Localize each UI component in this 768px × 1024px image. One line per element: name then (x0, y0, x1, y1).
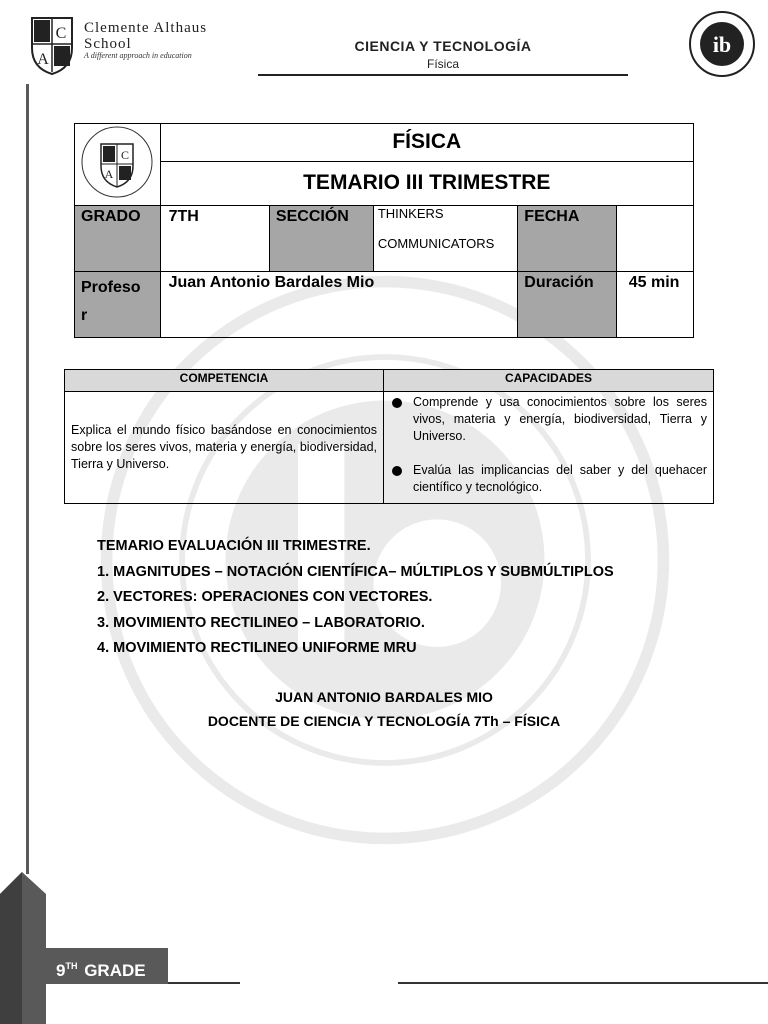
signature-role: DOCENTE DE CIENCIA Y TECNOLOGÍA 7Th – FÍSICA (207, 713, 561, 729)
temario-item: 4. MOVIMIENTO RECTILINEO UNIFORME MRU (97, 640, 417, 656)
page-subtitle: Física (426, 57, 459, 71)
school-seal-logo (79, 124, 155, 200)
grade-value: 7TH (160, 206, 269, 272)
temario-item: 1. MAGNITUDES – NOTACIÓN CIENTÍFICA– MÚLTIPLOS Y SUBMÚLTIPLOS (97, 563, 614, 580)
competency-text: Explica el mundo físico basándose en conocimientos sobre los seres vivos, materia y energía, biodiversidad, Tierra y Universo. (65, 392, 384, 504)
svg-text:ib: ib (712, 32, 732, 57)
capacity-text: Comprende y usa conocimientos sobre los seres vivos, materia y energía, biodiversidad, Tierra y Universo. (413, 395, 707, 443)
svg-text:C: C (55, 25, 67, 42)
section-label: SECCIÓN (269, 206, 373, 272)
capacity-item (392, 462, 707, 496)
duration-label: Duración (518, 272, 616, 338)
page-title: CIENCIA Y TECNOLOGÍA (354, 38, 532, 54)
school-name-line2: School (84, 36, 132, 52)
section-communicators: COMMUNICATORS (377, 236, 495, 251)
ib-logo (688, 10, 756, 78)
grade-suffix: TH (65, 961, 78, 971)
subject-title: FÍSICA (160, 124, 693, 162)
temario-item: 3. MOVIMIENTO RECTILINEO – LABORATORIO. (97, 614, 425, 631)
section-values (373, 206, 517, 272)
grade-word: GRADE (84, 961, 146, 980)
topic-title: TEMARIO III TRIMESTRE (160, 161, 693, 205)
grade-number: 9 (56, 961, 66, 980)
footer-rule-right (398, 982, 768, 984)
school-name (84, 20, 207, 52)
teacher-value: Juan Antonio Bardales Mio (160, 272, 518, 338)
bullet-icon (392, 398, 402, 408)
date-value (616, 206, 693, 272)
capacity-item (392, 394, 707, 445)
capacities-list (384, 392, 714, 504)
corner-decoration (0, 872, 46, 1024)
capacity-text: Evalúa las implicancias del saber y del quehacer científico y tecnológico. (413, 463, 707, 494)
footer-rule-left (168, 982, 240, 984)
temario-item: 2. VECTORES: OPERACIONES CON VECTORES. (97, 589, 433, 605)
capacities-header: CAPACIDADES (384, 370, 714, 392)
section-thinkers: THINKERS (377, 206, 444, 221)
header-underline (258, 74, 628, 76)
info-table (74, 123, 694, 338)
grade-label: GRADO (75, 206, 161, 272)
svg-text:A: A (104, 167, 114, 181)
school-crest-logo (28, 14, 76, 76)
svg-text:A: A (37, 51, 49, 68)
signature-name: JUAN ANTONIO BARDALES MIO (275, 689, 493, 705)
teacher-label-line2: r (81, 307, 88, 324)
competency-table (64, 369, 714, 504)
competency-header: COMPETENCIA (65, 370, 384, 392)
school-logo-cell (75, 124, 161, 206)
school-tagline: A different approach in education (84, 51, 192, 60)
temario-heading: TEMARIO EVALUACIÓN III TRIMESTRE. (97, 538, 371, 554)
left-margin-rule (26, 84, 29, 874)
school-name-line1: Clemente Althaus (84, 20, 208, 36)
signature-block (0, 685, 768, 733)
bullet-icon (392, 466, 402, 476)
teacher-label-line1: Profeso (81, 279, 141, 296)
grade-badge (46, 948, 168, 984)
teacher-label (75, 272, 161, 338)
date-label: FECHA (518, 206, 616, 272)
duration-value: 45 min (616, 272, 693, 338)
temario-section (97, 534, 614, 662)
svg-text:C: C (121, 148, 130, 162)
